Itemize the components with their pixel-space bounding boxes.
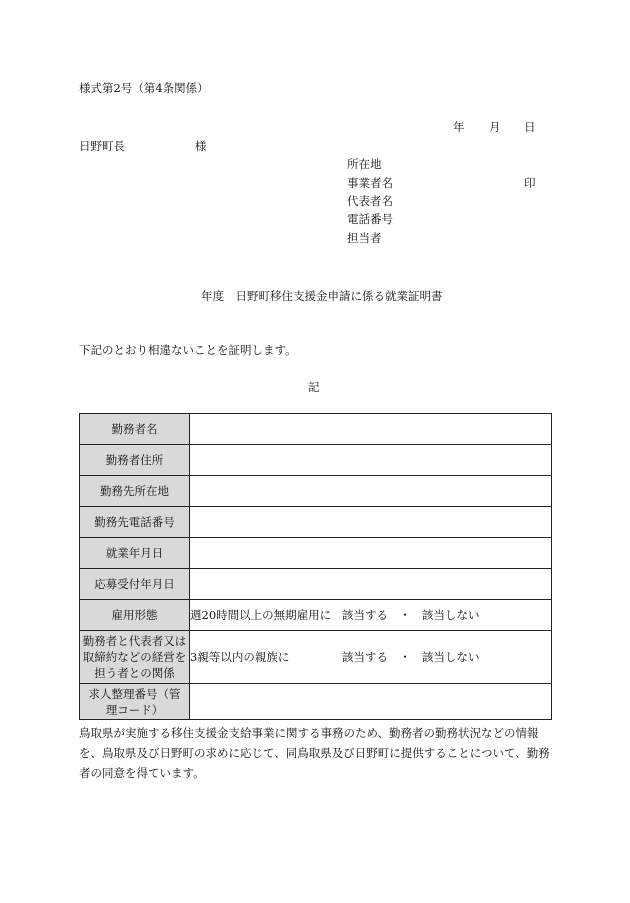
date-day-label: 日 (524, 120, 536, 134)
workplace-phone-field[interactable] (190, 507, 552, 538)
table-row (80, 569, 552, 600)
field-label-phone: 電話番号 (347, 212, 393, 226)
row-label-application-date: 応募受付年月日 (80, 569, 190, 600)
table-row (80, 600, 552, 631)
row-label-workplace-address: 勤務先所在地 (80, 476, 190, 507)
table-row (80, 445, 552, 476)
relation-cell (190, 631, 552, 684)
table-row (80, 414, 552, 445)
table-row (80, 684, 552, 720)
row-label-worker-name: 勤務者名 (80, 414, 190, 445)
addressee-name: 日野町長 (79, 139, 125, 153)
table-row (80, 507, 552, 538)
row-label-employment-type: 雇用形態 (80, 600, 190, 631)
table-row (80, 538, 552, 569)
certificate-table (79, 413, 552, 720)
row-label-worker-address: 勤務者住所 (80, 445, 190, 476)
employment-date-field[interactable] (190, 538, 552, 569)
employment-condition-text: 週20時間以上の無期雇用に (190, 608, 332, 622)
row-label-workplace-phone: 勤務先電話番号 (80, 507, 190, 538)
application-date-field[interactable] (190, 569, 552, 600)
workplace-address-field[interactable] (190, 476, 552, 507)
statement-text: 下記のとおり相違ないことを証明します。 (79, 343, 297, 357)
table-row (80, 476, 552, 507)
employment-yes-option[interactable]: 該当する (342, 608, 388, 622)
separator-dot: ・ (399, 608, 411, 622)
form-number: 様式第2号（第4条関係） (79, 81, 209, 95)
field-label-address: 所在地 (347, 157, 382, 171)
date-month-label: 月 (489, 120, 501, 134)
employment-no-option[interactable]: 該当しない (422, 608, 480, 622)
row-label-relation: 勤務者と代表者又は取締約などの経営を担う者との関係 (80, 631, 190, 684)
date-year-label: 年 (453, 120, 465, 134)
relation-no-option[interactable]: 該当しない (422, 650, 480, 664)
relation-yes-option[interactable]: 該当する (342, 650, 388, 664)
seal-mark: 印 (524, 176, 536, 190)
table-row (80, 631, 552, 684)
relation-condition-text: 3親等以内の親族に (190, 650, 290, 664)
addressee-honorific: 様 (195, 139, 207, 153)
consent-paragraph: 鳥取県が実施する移住支援金支給事業に関する事務のため、勤務者の勤務状況などの情報を、鳥取県及び日野町の求めに応じて、同鳥取県及び日野町に提供することについて、勤務者の同意を得ています。 (79, 726, 550, 780)
employment-type-cell (190, 600, 552, 631)
worker-name-field[interactable] (190, 414, 552, 445)
ki-heading: 記 (308, 380, 320, 394)
separator-dot: ・ (399, 650, 411, 664)
row-label-job-number: 求人整理番号（管理コード） (80, 684, 190, 720)
document-title: 年度 日野町移住支援金申請に係る就業証明書 (201, 289, 443, 303)
worker-address-field[interactable] (190, 445, 552, 476)
field-label-representative: 代表者名 (347, 194, 393, 208)
job-number-field[interactable] (190, 684, 552, 720)
field-label-company: 事業者名 (347, 176, 393, 190)
field-label-contact: 担当者 (347, 231, 382, 245)
row-label-employment-date: 就業年月日 (80, 538, 190, 569)
